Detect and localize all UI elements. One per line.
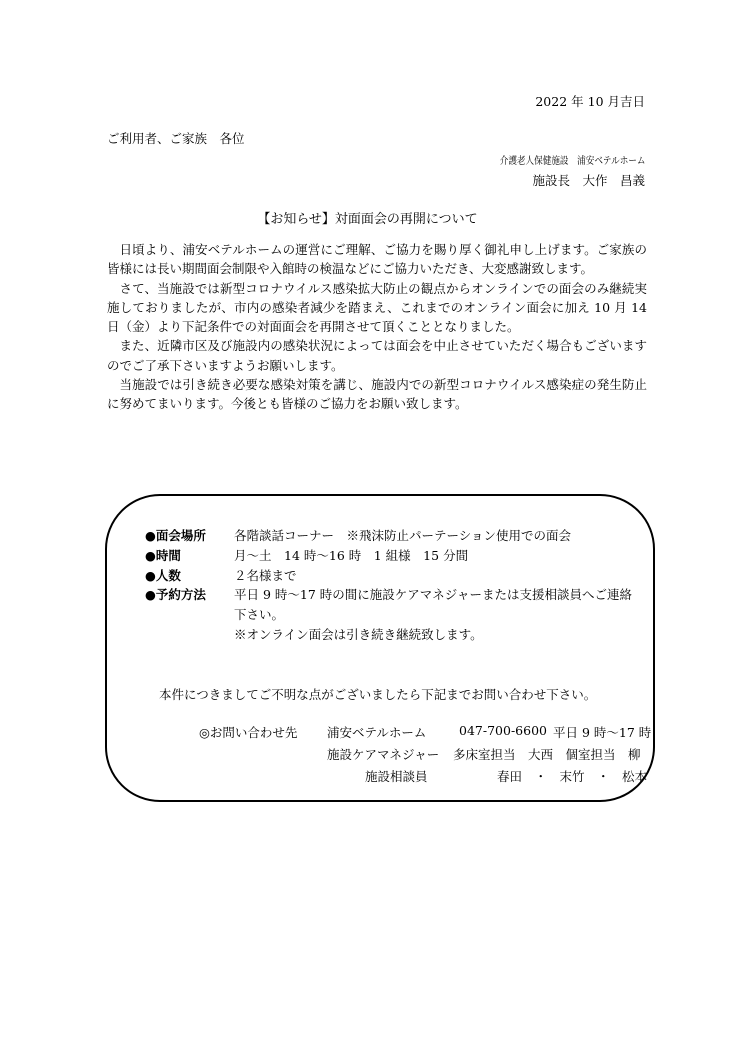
care-manager-label: 施設ケアマネジャー [327, 747, 440, 762]
time-value: 月～土 14 時～16 時 1 組様 15 分間 [234, 548, 469, 563]
inquiry-notice: 本件につきましてご不明な点がございましたら下記までお問い合わせ下さい。 [159, 687, 597, 702]
paragraph-resumption: さて、当施設では新型コロナウイルス感染拡大防止の観点からオンラインでの面会のみ継続実施しておりましたが、市内の感染者減少を踏まえ、これまでのオンライン面会に加え 10 月 14 日（金）より下記条件での対面面会を再開させて頂くこととなりました。 [107, 280, 647, 335]
office-hours: 平日 9 時～17 時 [553, 725, 652, 740]
document-title: 【お知らせ】対面面会の再開について [257, 212, 478, 227]
care-manager-names: 多床室担当 大西 個室担当 柳 [453, 747, 641, 762]
recipient-line: ご利用者、ご家族 各位 [107, 131, 245, 146]
phone-number: 047-700-6600 [459, 723, 547, 738]
reservation-value-line1: 平日 9 時～17 時の間に施設ケアマネジャーまたは支援相談員へご連絡 [234, 587, 633, 602]
time-label: ●時間 [145, 548, 181, 563]
paragraph-cancellation: また、近隣市区及び施設内の感染状況によっては面会を中止させていただく場合もございますのでご了承下さいますようお願いします。 [107, 338, 647, 373]
reservation-value-line2: 下さい。 [234, 607, 285, 622]
signer-line: 施設長 大作 昌義 [532, 173, 645, 188]
counselor-names: 春田 ・ 末竹 ・ 松本 [497, 769, 648, 784]
body-text [107, 240, 647, 414]
people-label: ●人数 [145, 568, 181, 583]
online-note: ※オンライン面会は引き続き継続致します。 [234, 627, 483, 642]
paragraph-measures: 当施設では引き続き必要な感染対策を講じ、施設内での新型コロナウイルス感染症の発生防止に努めてまいります。今後とも皆様のご協力をお願い致します。 [107, 377, 647, 412]
counselor-label: 施設相談員 [365, 769, 428, 784]
facility-name: 浦安ベテルホーム [327, 725, 427, 740]
reservation-label: ●予約方法 [145, 587, 206, 602]
paragraph-greeting: 日頃より、浦安ベテルホームの運営にご理解、ご協力を賜り厚く御礼申し上げます。ご家族の皆様には長い期間面会制限や入館時の検温などにご協力いただき、大変感謝致します。 [107, 242, 647, 277]
place-value: 各階談話コーナー ※飛沫防止パーテーション使用での面会 [234, 528, 572, 543]
organization-name: 介護老人保健施設 浦安ベテルホーム [499, 156, 645, 167]
issue-date: 2022 年 10 月吉日 [535, 94, 645, 109]
place-label: ●面会場所 [145, 528, 206, 543]
contact-label: ◎お問い合わせ先 [199, 725, 298, 740]
people-value: ２名様まで [234, 568, 297, 583]
